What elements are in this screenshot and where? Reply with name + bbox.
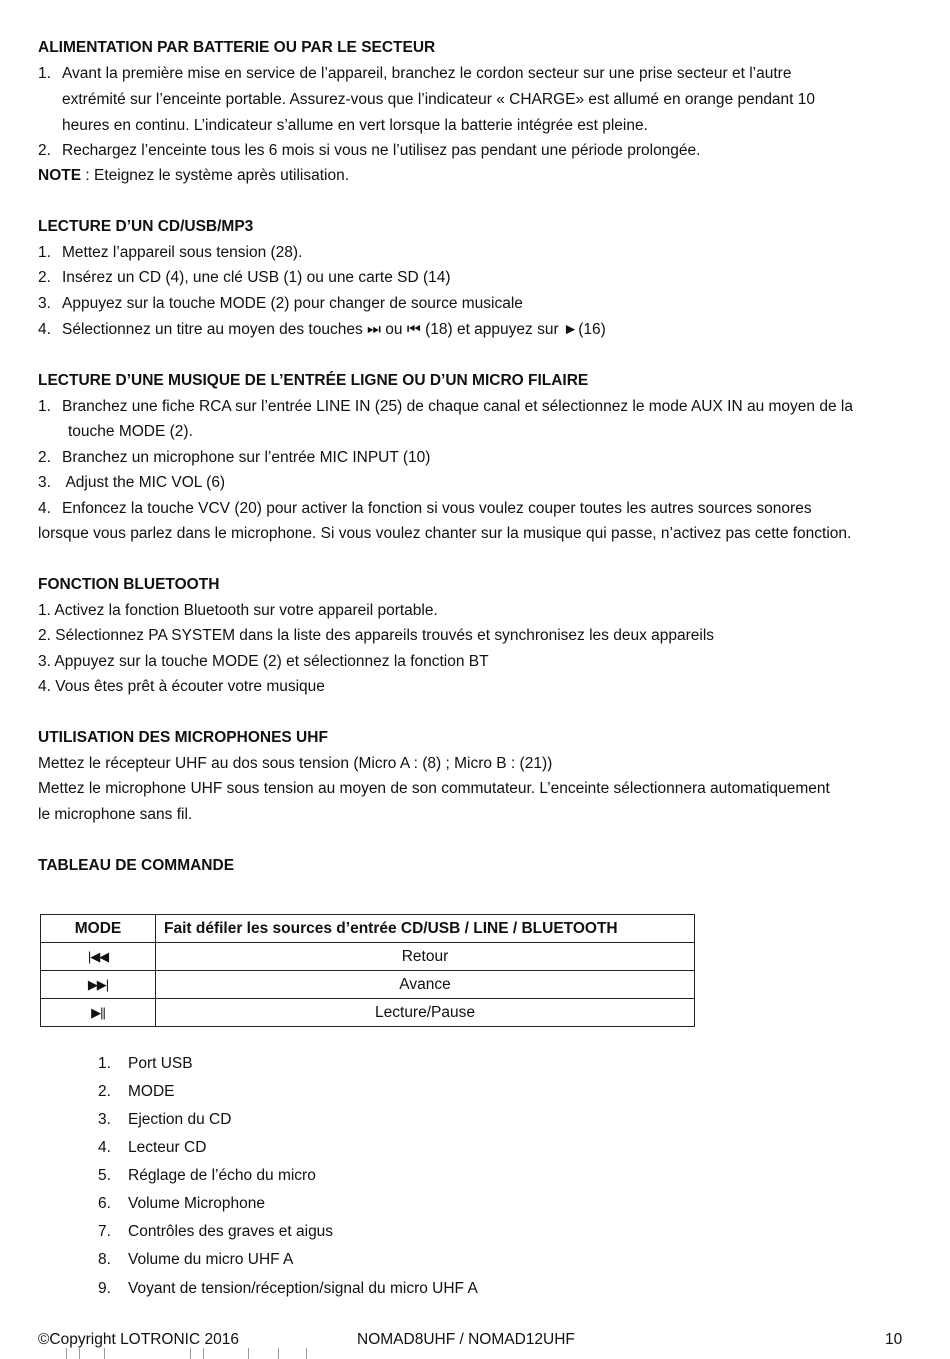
next-track-icon: ▶▶| <box>87 976 109 992</box>
list-item: 2. Branchez un microphone sur l’entrée MIC INPUT (10) <box>38 449 431 466</box>
table-cell: Lecture/Pause <box>156 999 695 1027</box>
list-item: 3. Ejection du CD <box>98 1111 232 1128</box>
list-item: 6. Volume Microphone <box>98 1195 265 1212</box>
table-cell: Avance <box>156 971 695 999</box>
table-row <box>41 999 695 1027</box>
list-item: 2. Sélectionnez PA SYSTEM dans la liste des appareils trouvés et synchronisez les deux appareils <box>38 627 715 644</box>
list-item: 5. Réglage de l’écho du micro <box>98 1167 316 1184</box>
prev-track-icon: |◀◀ <box>87 948 109 964</box>
list-item-continuation: heures en continu. L’indicateur s’allume en vert lorsque la batterie intégrée est pleine. <box>62 117 648 134</box>
list-item: 4. Enfoncez la touche VCV (20) pour activer la fonction si vous voulez couper toutes les autres sources sonores <box>38 500 812 517</box>
list-item: 1. Port USB <box>98 1055 193 1072</box>
list-item: 8. Volume du micro UHF A <box>98 1251 294 1268</box>
section-title-lecture-cd: LECTURE D’UN CD/USB/MP3 <box>38 218 254 235</box>
scan-artifact <box>203 1348 204 1359</box>
list-item: 1. Branchez une fiche RCA sur l’entrée LINE IN (25) de chaque canal et sélectionnez le mode AUX IN au moyen de la <box>38 398 853 415</box>
list-item-continuation: touche MODE (2). <box>68 423 193 440</box>
scan-artifact <box>79 1348 80 1359</box>
scan-artifact <box>104 1348 105 1359</box>
list-item-continuation: lorsque vous parlez dans le microphone. Si vous voulez chanter sur la musique qui passe, n’activez pas cette fonction. <box>38 525 852 542</box>
note: NOTE : Eteignez le système après utilisation. <box>38 167 349 184</box>
section-title-microphones-uhf: UTILISATION DES MICROPHONES UHF <box>38 729 328 746</box>
list-item: 1. Activez la fonction Bluetooth sur votre appareil portable. <box>38 602 438 619</box>
list-item: 4. Vous êtes prêt à écouter votre musique <box>38 678 325 695</box>
command-table <box>40 914 695 1027</box>
scan-artifact <box>306 1348 307 1359</box>
scan-artifact <box>66 1348 67 1359</box>
list-item: 2. Rechargez l’enceinte tous les 6 mois si vous ne l’utilisez pas pendant une période prolongée. <box>38 142 701 159</box>
table-header-mode: MODE <box>41 915 156 943</box>
list-item-continuation: extrémité sur l’enceinte portable. Assurez-vous que l’indicateur « CHARGE» est allumé en orange pendant 10 <box>62 91 816 108</box>
table-header-description: Fait défiler les sources d’entrée CD/USB / LINE / BLUETOOTH <box>156 915 695 943</box>
scan-artifact <box>278 1348 279 1359</box>
table-row <box>41 915 695 943</box>
paragraph-line: Mettez le microphone UHF sous tension au moyen de son commutateur. L’enceinte sélectionnera automatiquement <box>38 780 830 797</box>
list-item: 4. Sélectionnez un titre au moyen des touches ⏭ ou ⏮ (18) et appuyez sur ►(16) <box>38 321 606 338</box>
list-item: 3. Appuyez sur la touche MODE (2) et sélectionnez la fonction BT <box>38 653 489 670</box>
table-row <box>41 943 695 971</box>
list-item: 2. Insérez un CD (4), une clé USB (1) ou une carte SD (14) <box>38 269 451 286</box>
list-item: 7. Contrôles des graves et aigus <box>98 1223 334 1240</box>
section-title-bluetooth: FONCTION BLUETOOTH <box>38 576 220 593</box>
play-pause-icon: ▶|| <box>91 1004 105 1020</box>
table-cell: Retour <box>156 943 695 971</box>
scan-artifact <box>190 1348 191 1359</box>
list-item: 4. Lecteur CD <box>98 1139 207 1156</box>
section-title-tableau-commande: TABLEAU DE COMMANDE <box>38 857 235 874</box>
scan-artifact <box>248 1348 249 1359</box>
footer-model: NOMAD8UHF / NOMAD12UHF <box>357 1331 575 1348</box>
section-title-alimentation: ALIMENTATION PAR BATTERIE OU PAR LE SECTEUR <box>38 39 436 56</box>
paragraph-line: Mettez le récepteur UHF au dos sous tension (Micro A : (8) ; Micro B : (21)) <box>38 755 553 772</box>
list-item: 2. MODE <box>98 1083 175 1100</box>
list-item: 9. Voyant de tension/réception/signal du micro UHF A <box>98 1280 478 1297</box>
list-item: 1. Avant la première mise en service de l’appareil, branchez le cordon secteur sur une prise secteur et l’autre <box>38 65 792 82</box>
table-row <box>41 971 695 999</box>
footer-copyright: ©Copyright LOTRONIC 2016 <box>38 1331 239 1348</box>
footer-page-number: 10 <box>885 1331 903 1348</box>
paragraph-line: le microphone sans fil. <box>38 806 193 823</box>
list-item: 3. Appuyez sur la touche MODE (2) pour changer de source musicale <box>38 295 523 312</box>
list-item: 3. Adjust the MIC VOL (6) <box>38 474 226 491</box>
list-item: 1. Mettez l’appareil sous tension (28). <box>38 244 303 261</box>
section-title-lecture-ligne: LECTURE D’UNE MUSIQUE DE L’ENTRÉE LIGNE OU D’UN MICRO FILAIRE <box>38 372 589 389</box>
